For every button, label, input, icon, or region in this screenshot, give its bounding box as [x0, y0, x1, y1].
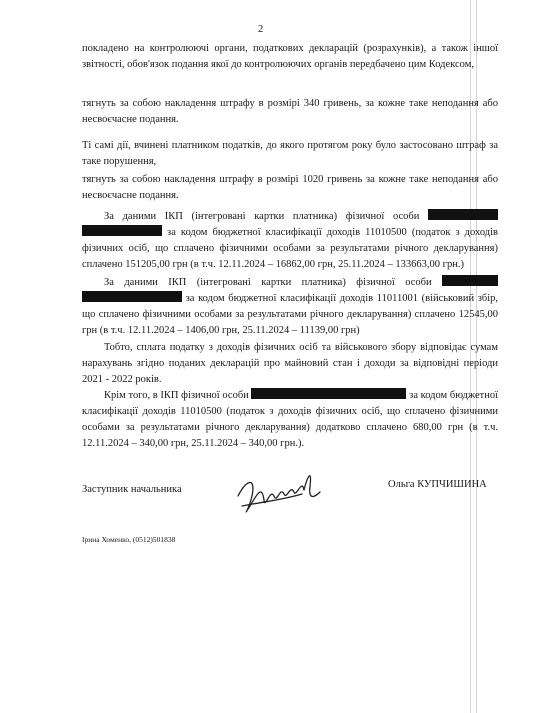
paragraph-5-body: за кодом бюджетної класифікації доходів 11010500 (податок з доходів фізичних осіб, що сплачено фізичними особами за результатами річного декларування) сплачено 151205,00 грн (в т.ч. 12.11.2024 – 16862,00 грн, 25.11.2024 – 133663,00 грн.)	[82, 227, 498, 270]
redaction-bar	[442, 275, 498, 286]
paragraph-2: тягнуть за собою накладення штрафу в розмірі 340 гривень, за кожне таке неподання або несвоєчасне подання.	[82, 98, 498, 125]
paragraph-6-body: за кодом бюджетної класифікації доходів 11011001 (військовий збір, що сплачено фізичними особами за результатами річного декларування) сплачено 12545,00 грн (в т.ч. 12.11.2024 – 1406,00 грн, 25.11.2024 – 11139,00 грн)	[82, 293, 498, 336]
paragraph-1: покладено на контролюючі органи, податкових декларацій (розрахунків), а також іншої звітності, обов'язок подання якої до контролюючих органів передбачено цим Кодексом,	[82, 43, 498, 70]
paragraph-6	[82, 275, 498, 339]
paragraph-5	[82, 209, 498, 273]
signer-name: Ольга КУПЧИШИНА	[388, 479, 487, 490]
paragraph-7: Тобто, сплата податку з доходів фізичних осіб та військового збору відповідає сумам нарахувань згідно поданих декларацій про майновий стан і доходи за відповідні періоди 2021 - 2022 років.	[82, 342, 498, 385]
redaction-bar	[251, 388, 406, 399]
paragraph-5-lead: За даними ІКП (інтегровані картки платника) фізичної особи	[104, 211, 420, 222]
paragraph-8-lead: Крім того, в ІКП фізичної особи	[104, 390, 249, 401]
page-number: 2	[258, 24, 264, 35]
paragraph-6-lead: За даними ІКП (інтегровані картки платника) фізичної особи	[104, 277, 432, 288]
handwritten-signature	[232, 466, 324, 524]
redaction-bar	[82, 225, 162, 236]
paragraph-4: тягнуть за собою накладення штрафу в розмірі 1020 гривень за кожне таке неподання або несвоєчасне подання.	[82, 174, 498, 201]
redaction-bar	[82, 291, 182, 302]
paragraph-8	[82, 388, 498, 452]
redaction-bar	[428, 209, 498, 220]
paragraph-8-body: за кодом бюджетної класифікації доходів 11010500 (податок з доходів фізичних осіб, що сплачено фізичними особами за результатами річного декларування) додатково сплачено 680,00 грн (в т.ч. 12.11.2024 – 340,00 грн, 25.11.2024 – 340,00 грн.).	[82, 390, 499, 449]
contact-line: Ірина Хоменко, (0512)501838	[82, 535, 176, 544]
paragraph-3: Ті самі дії, вчинені платником податків, до якого протягом року було застосовано штраф за таке порушення,	[82, 140, 498, 167]
position-title: Заступник начальника	[82, 484, 182, 495]
